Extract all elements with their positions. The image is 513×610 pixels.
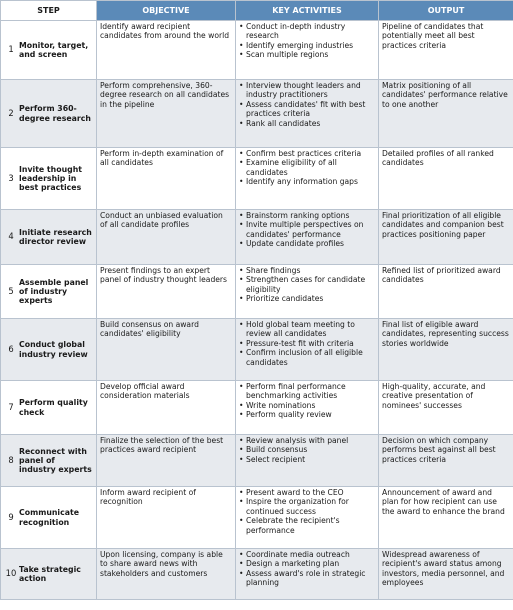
step-number: 6 [8,343,14,354]
activities-cell [236,381,379,435]
step-cell [1,21,97,80]
activity-item: • Select recipient [239,455,375,464]
step-number: 3 [8,172,14,183]
output-cell: Refined list of prioritized award candidates [379,265,513,319]
table-row [1,80,513,148]
output-cell: Detailed profiles of all ranked candidates [379,148,513,210]
step-cell [1,148,97,210]
table-row [1,319,513,381]
step-name: Communicate recognition [19,508,79,527]
output-cell: Pipeline of candidates that potentially meet all best practices criteria [379,21,513,80]
activity-item: • Write nominations [239,401,375,410]
activity-item: • Invite multiple perspectives on candidates' performance [239,220,375,239]
step-number: 4 [8,231,14,242]
activity-item: • Present award to the CEO [239,488,375,497]
step-cell [1,381,97,435]
activity-item: • Interview thought leaders and industry practitioners [239,81,375,100]
table-row [1,148,513,210]
step-name: Assemble panel of industry experts [19,277,89,306]
activity-item: • Coordinate media outreach [239,550,375,559]
activity-item: • Confirm best practices criteria [239,149,375,158]
objective-cell: Finalize the selection of the best practices award recipient [97,435,236,487]
activities-cell [236,435,379,487]
output-cell: Decision on which company performs best against all best practices criteria [379,435,513,487]
activity-item: • Perform quality review [239,410,375,419]
objective-cell: Build consensus on award candidates' eligibility [97,319,236,381]
activity-item: • Inspire the organization for continued success [239,497,375,516]
header-row [1,1,513,21]
header-output: OUTPUT [379,1,513,21]
objective-cell: Inform award recipient of recognition [97,487,236,549]
objective-cell: Upon licensing, company is able to share award news with stakeholders and customers [97,549,236,600]
activities-cell [236,148,379,210]
table-row [1,21,513,80]
activities-cell [236,487,379,549]
activity-item: • Perform final performance benchmarking activities [239,382,375,401]
activity-item: • Build consensus [239,445,375,454]
activity-item: • Assess candidates' fit with best practices criteria [239,100,375,119]
output-cell: Final list of eligible award candidates, representing success stories worldwide [379,319,513,381]
objective-cell: Conduct an unbiased evaluation of all candidate profiles [97,210,236,265]
step-cell [1,319,97,381]
step-name: Monitor, target, and screen [19,40,89,59]
activity-item: • Scan multiple regions [239,50,375,59]
table-row [1,549,513,600]
activity-item: • Confirm inclusion of all eligible candidates [239,348,375,367]
activities-cell [236,210,379,265]
step-name: Take strategic action [19,564,81,583]
activities-cell [236,319,379,381]
activities-cell [236,265,379,319]
objective-cell: Perform comprehensive, 360-degree research on all candidates in the pipeline [97,80,236,148]
activities-cell [236,549,379,600]
output-cell: Final prioritization of all eligible candidates and companion best practices positioning paper [379,210,513,265]
activity-item: • Prioritize candidates [239,294,375,303]
table-row [1,265,513,319]
table-row [1,435,513,487]
activity-item: • Rank all candidates [239,119,375,128]
output-cell: Matrix positioning of all candidates' performance relative to one another [379,80,513,148]
activity-item: • Assess award's role in strategic planning [239,569,375,588]
step-number: 5 [8,285,14,296]
step-name: Invite thought leadership in best practices [19,164,82,193]
activity-item: • Review analysis with panel [239,436,375,445]
step-cell [1,210,97,265]
activity-item: • Pressure-test fit with criteria [239,339,375,348]
activities-cell [236,80,379,148]
activity-item: • Share findings [239,266,375,275]
step-name: Reconnect with panel of industry experts [19,446,92,475]
step-cell [1,487,97,549]
activity-item: • Identify any information gaps [239,177,375,186]
objective-cell: Identify award recipient candidates from around the world [97,21,236,80]
step-number: 9 [8,511,14,522]
objective-cell: Present findings to an expert panel of industry thought leaders [97,265,236,319]
objective-cell: Perform in-depth examination of all candidates [97,148,236,210]
step-cell [1,435,97,487]
step-cell [1,549,97,600]
step-number: 1 [8,44,14,55]
step-name: Perform quality check [19,398,88,417]
step-number: 7 [8,401,14,412]
activity-item: • Examine eligibility of all candidates [239,158,375,177]
step-name: Initiate research director review [19,227,92,246]
output-cell: High-quality, accurate, and creative presentation of nominees' successes [379,381,513,435]
activities-cell [236,21,379,80]
activity-item: • Hold global team meeting to review all candidates [239,320,375,339]
table-row [1,210,513,265]
header-step: STEP [1,1,97,21]
step-name: Conduct global industry review [19,340,88,359]
step-number: 10 [5,568,17,579]
step-name: Perform 360-degree research [19,104,91,123]
activity-item: • Conduct in-depth industry research [239,22,375,41]
output-cell: Announcement of award and plan for how recipient can use the award to enhance the brand [379,487,513,549]
header-key-activities: KEY ACTIVITIES [236,1,379,21]
output-cell: Widespread awareness of recipient's award status among investors, media personnel, and employees [379,549,513,600]
activity-item: • Update candidate profiles [239,239,375,248]
activity-item: • Design a marketing plan [239,559,375,568]
table-row [1,381,513,435]
objective-cell: Develop official award consideration materials [97,381,236,435]
step-number: 8 [8,454,14,465]
step-cell [1,265,97,319]
table-row [1,487,513,549]
header-objective: OBJECTIVE [97,1,236,21]
activity-item: • Identify emerging industries [239,41,375,50]
activity-item: • Celebrate the recipient's performance [239,516,375,535]
activity-item: • Strengthen cases for candidate eligibility [239,275,375,294]
step-number: 2 [8,107,14,118]
step-cell [1,80,97,148]
activity-item: • Brainstorm ranking options [239,211,375,220]
